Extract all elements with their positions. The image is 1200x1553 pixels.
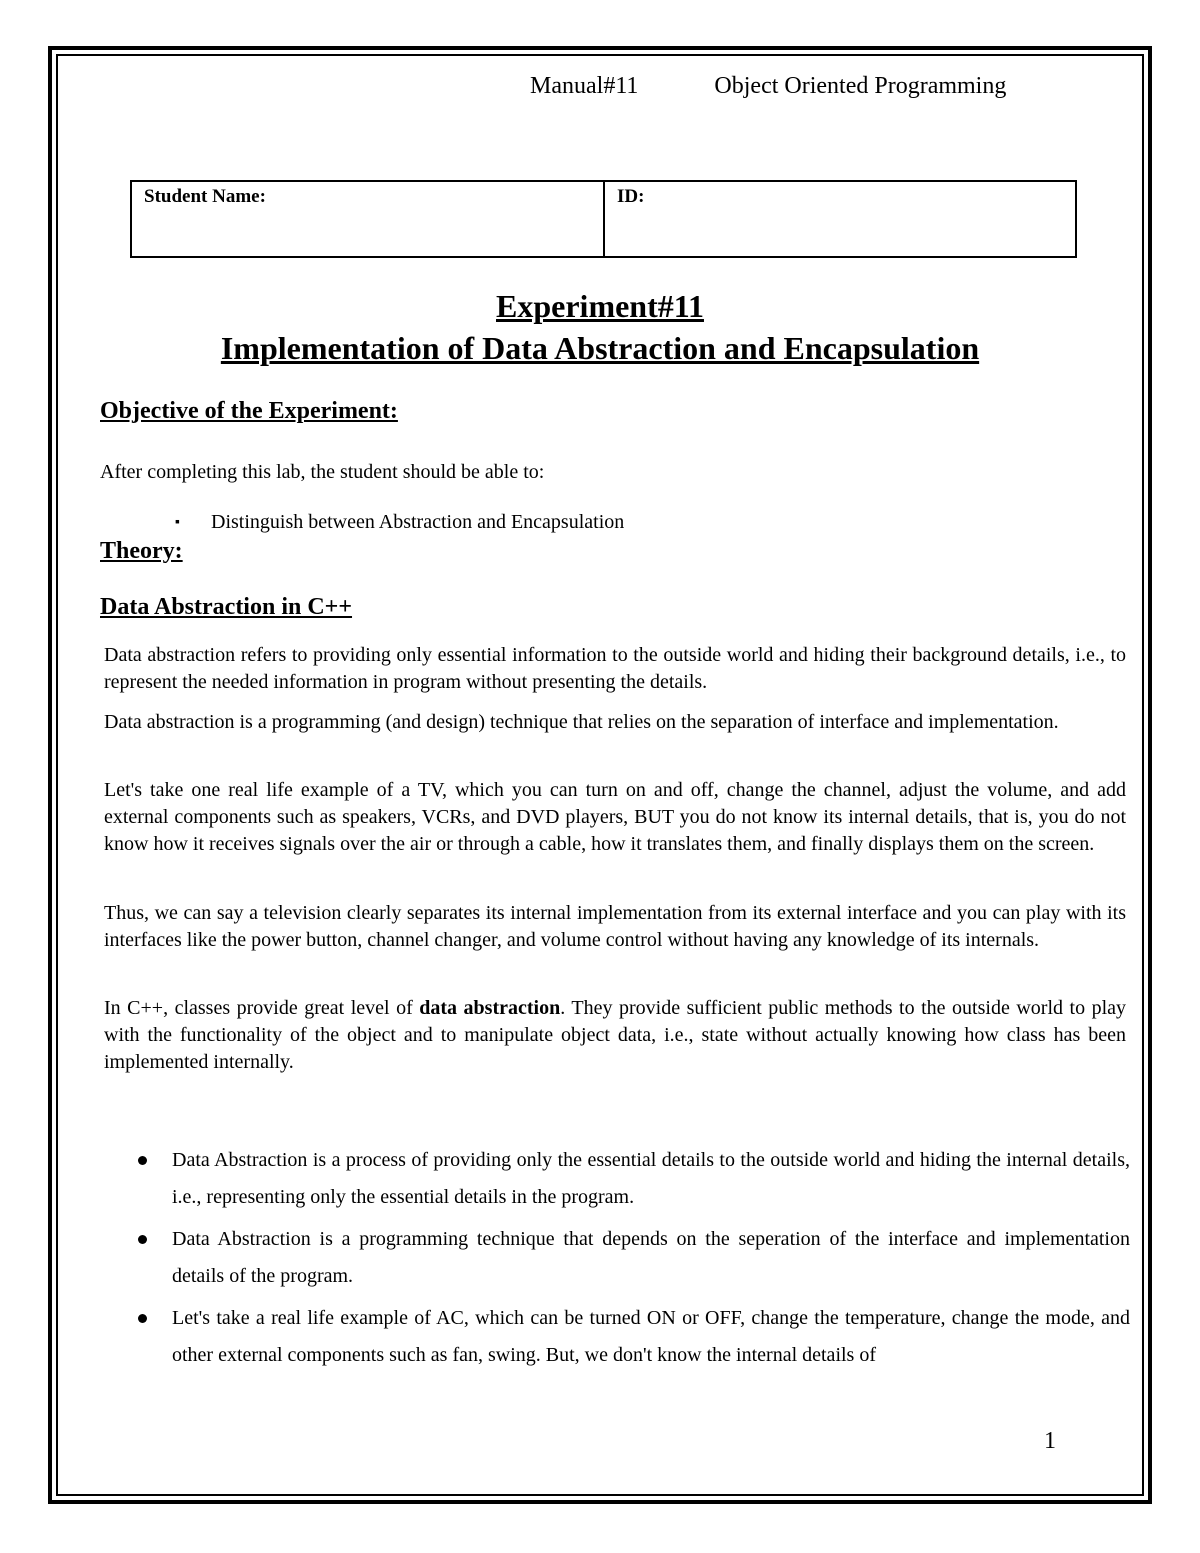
manual-number: Manual#11 (530, 73, 639, 99)
square-bullet-icon: ▪ (175, 515, 180, 531)
list-item (130, 1221, 1130, 1295)
list-item-text: Let's take a real life example of AC, which can be turned ON or OFF, change the temperature, change the mode, and other external components such as fan, swing. But, we don't know the internal details of (172, 1307, 1130, 1366)
experiment-topic: Implementation of Data Abstraction and Encapsulation (220, 330, 980, 366)
cpp-text-after: . They provide sufficient public methods to the outside world to play with the functionality of the object and to manipulate object data, i.e., state without actually knowing how class has been implemented internally. (104, 997, 1127, 1073)
student-id-cell[interactable] (605, 182, 1075, 256)
list-item (130, 1300, 1130, 1374)
page-header (530, 73, 1006, 100)
objective-item-text: Distinguish between Abstraction and Encapsulation (211, 511, 625, 533)
objective-heading: Objective of the Experiment: (100, 398, 398, 424)
paragraph: Thus, we can say a television clearly separates its internal implementation from its external interface and you can play with its interfaces like the power button, channel changer, and volume control without having any knowledge of its internals. (104, 902, 1126, 951)
student-name-label: Student Name: (144, 186, 266, 207)
list-item-text: Data Abstraction is a programming technique that depends on the seperation of the interface and implementation details of the program. (172, 1228, 1130, 1287)
page-number: 1 (1044, 1428, 1056, 1454)
student-info-table (130, 180, 1077, 258)
cpp-text-bold: data abstraction (419, 997, 561, 1019)
student-id-label: ID: (617, 186, 645, 207)
paragraph: Let's take one real life example of a TV, which you can turn on and off, change the channel, adjust the volume, and add external components such as speakers, VCRs, and DVD players, BUT you do not know its internal details, that is, you do not know how it receives signals over the air or through a cable, how it translates them, and finally displays them on the screen. (104, 779, 1126, 855)
cpp-paragraph (104, 995, 1126, 1076)
student-name-cell[interactable] (132, 182, 605, 256)
theory-heading: Theory: (100, 538, 183, 564)
bullet-dot-icon (138, 1235, 147, 1244)
list-item-text: Data Abstraction is a process of providing only the essential details to the outside world and hiding the internal details, i.e., representing only the essential details in the program. (172, 1149, 1130, 1208)
list-item (130, 1142, 1130, 1216)
data-abstraction-heading: Data Abstraction in C++ (100, 594, 353, 620)
abstraction-bullet-list (130, 1142, 1130, 1379)
bullet-dot-icon (138, 1156, 147, 1165)
paragraph: Data abstraction is a programming (and design) technique that relies on the separation of interface and implementation. (104, 711, 1059, 733)
bullet-dot-icon (138, 1314, 147, 1323)
cpp-text-before: In C++, classes provide great level of (104, 997, 420, 1019)
experiment-title (0, 285, 1200, 369)
objective-intro: After completing this lab, the student should be able to: (100, 461, 545, 483)
objective-list-item (175, 511, 624, 534)
experiment-number: Experiment#11 (496, 288, 704, 324)
paragraph: Data abstraction refers to providing only essential information to the outside world and hiding their background details, i.e., to represent the needed information in program without presenting the details. (104, 644, 1126, 693)
course-title: Object Oriented Programming (714, 73, 1007, 99)
